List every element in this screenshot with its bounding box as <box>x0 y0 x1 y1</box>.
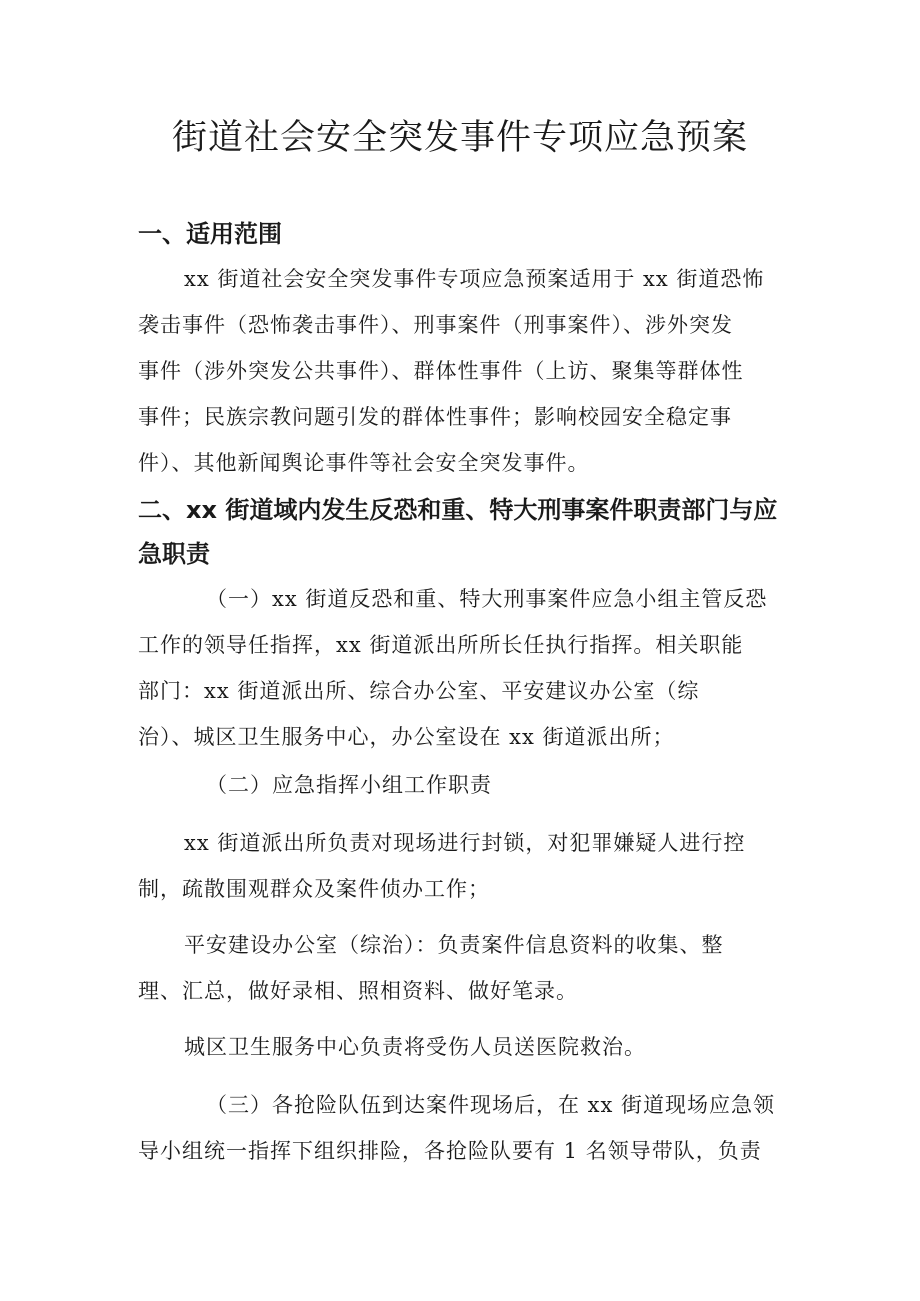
heading-line: 二、xx 街道域内发生反恐和重、特大刑事案件职责部门与应 <box>138 496 778 524</box>
paragraph-line: 部门：xx 街道派出所、综合办公室、平安建议办公室（综 <box>138 679 700 703</box>
paragraph-line: 治）、城区卫生服务中心，办公室设在 xx 街道派出所； <box>138 725 675 749</box>
paragraph-line: 导小组统一指挥下组织排险，各抢险队要有 1 名领导带队，负责 <box>138 1139 762 1163</box>
paragraph-line: 袭击事件（恐怖袭击事件）、刑事案件（刑事案件）、涉外突发 <box>138 313 733 337</box>
section-2-paragraph-3 <box>138 820 788 912</box>
paragraph-line: 城区卫生服务中心负责将受伤人员送医院救治。 <box>184 1035 646 1059</box>
section-2-paragraph-4 <box>138 922 788 1014</box>
paragraph-line: 事件（涉外突发公共事件）、群体性事件（上访、聚集等群体性 <box>138 359 744 383</box>
paragraph-line: 件）、其他新闻舆论事件等社会安全突发事件。 <box>138 451 590 475</box>
section-2-paragraph-2 <box>138 762 788 808</box>
paragraph-line: （二）应急指挥小组工作职责 <box>206 773 492 797</box>
section-1-heading: 一、适用范围 <box>138 220 282 248</box>
paragraph-line: （一）xx 街道反恐和重、特大刑事案件应急小组主管反恐 <box>206 587 768 611</box>
paragraph-line: 事件；民族宗教问题引发的群体性事件；影响校园安全稳定事 <box>138 405 732 429</box>
document-title: 街道社会安全突发事件专项应急预案 <box>171 118 748 158</box>
paragraph-line: 平安建设办公室（综治）：负责案件信息资料的收集、整 <box>184 933 724 957</box>
paragraph-line: 工作的领导任指挥，xx 街道派出所所长任执行指挥。相关职能 <box>138 633 744 657</box>
section-1-paragraph <box>138 256 788 486</box>
paragraph-line: xx 街道社会安全突发事件专项应急预案适用于 xx 街道恐怖 <box>184 267 765 291</box>
section-2-paragraph-6 <box>138 1082 788 1174</box>
section-2-paragraph-1 <box>138 576 788 760</box>
paragraph-line: xx 街道派出所负责对现场进行封锁，对犯罪嫌疑人进行控 <box>184 831 746 855</box>
paragraph-line: 制，疏散围观群众及案件侦办工作； <box>138 877 490 901</box>
heading-line: 急职责 <box>138 540 210 568</box>
section-2-heading <box>138 488 798 576</box>
paragraph-line: （三）各抢险队伍到达案件现场后，在 xx 街道现场应急领 <box>206 1093 776 1117</box>
paragraph-line: 理、汇总，做好录相、照相资料、做好笔录。 <box>138 979 578 1003</box>
section-2-paragraph-5 <box>138 1024 788 1070</box>
